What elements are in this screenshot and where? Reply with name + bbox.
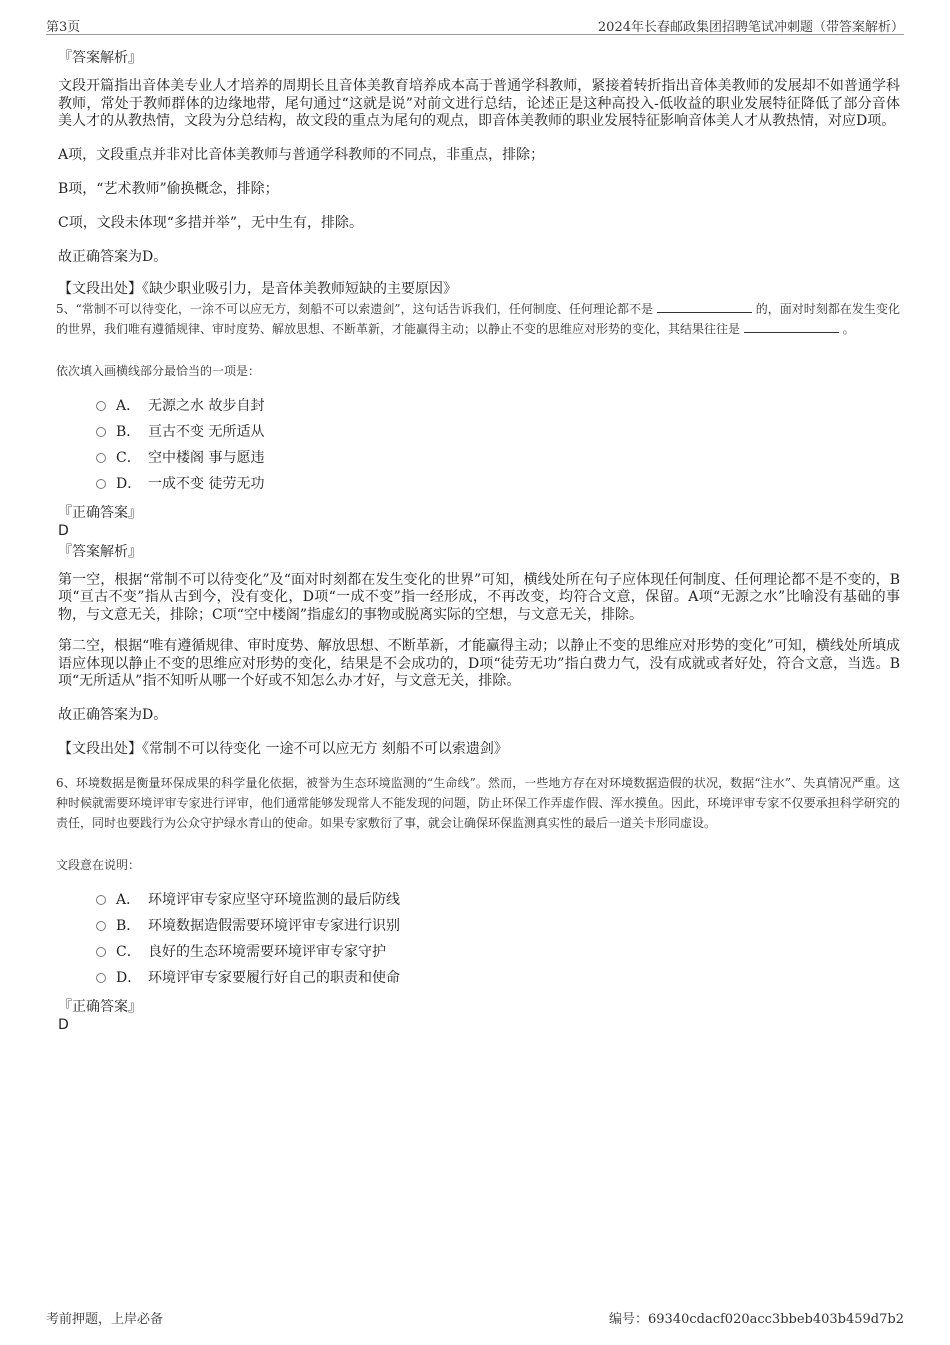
option-text: 良好的生态环境需要环境评审专家守护	[148, 943, 386, 960]
option-a[interactable]	[96, 393, 900, 419]
radio-icon[interactable]	[96, 427, 106, 437]
radio-icon[interactable]	[96, 895, 106, 905]
page-number: 第3页	[46, 20, 81, 35]
option-text: 一成不变 徒劳无功	[148, 475, 265, 492]
analysis-option-a: A项，文段重点并非对比音体美教师与普通学科教师的不同点，非重点，排除；	[58, 146, 545, 163]
option-letter: A．	[116, 891, 141, 908]
option-text: 环境评审专家应坚守环境监测的最后防线	[148, 891, 400, 908]
radio-icon[interactable]	[96, 401, 106, 411]
document-code: 编号：69340cdacf020acc3bbeb403b459d7b2	[609, 1312, 904, 1327]
option-letter: D．	[116, 969, 142, 986]
question-6-text: 6、环境数据是衡量环保成果的科学量化依据，被誉为生态环境监测的“生命线”。然而，一些地方存在对环境数据造假的状况，数据“注水”、失真情况严重。这种时候就需要环境评审专家进行评审，他们通常能够发现常人不能发现的问题，防止环保工作弄虚作假、浑水摸鱼。因此，环境评审专家不仅要承担科学研究的责任，同时也要践行为公众守护绿水青山的使命。如果专家敷衍了事，就会让确保环保监测真实性的最后一道关卡形同虚设。	[56, 775, 900, 830]
page-content	[56, 42, 900, 1034]
text-source: 【文段出处】《常制不可以待变化 一途不可以应无方 刻船不可以索遗剑》	[58, 740, 508, 757]
option-text: 亘古不变 无所适从	[148, 423, 265, 440]
question-6-prompt: 文段意在说明：	[56, 857, 141, 872]
analysis-paragraph-1: 第一空，根据“常制不可以待变化”及“面对时刻都在发生变化的世界”可知，横线处所在句子应体现任何制度、任何理论都不是不变的，B项“亘古不变”指从古到今，没有变化，D项“一成不变”指一经形成，不再改变，均符合文意，保留。A项“无源之水”比喻没有基础的事物，与文意无关，排除；C项“空中楼阁”指虚幻的事物或脱离实际的空想，与文意无关，排除。	[58, 571, 900, 623]
option-b[interactable]	[96, 419, 900, 445]
option-letter: B．	[116, 917, 141, 934]
correct-answer-value: D	[58, 522, 69, 539]
document-title: 2024年长春邮政集团招聘笔试冲刺题（带答案解析）	[597, 20, 904, 35]
page-header	[46, 14, 904, 35]
correct-answer-label: 『正确答案』	[58, 504, 142, 521]
option-text: 环境评审专家要履行好自己的职责和使命	[148, 969, 400, 986]
footer-slogan: 考前押题，上岸必备	[46, 1312, 164, 1327]
option-letter: C．	[116, 943, 141, 960]
analysis-label: 『答案解析』	[58, 50, 142, 66]
question-5-text	[56, 299, 900, 339]
question-5-text-part2: 的，面对时刻都在发生变化的世界，我们唯有遵循规律、审时度势、解放思想、不断革新，才能赢得主动；以静止不变的思维应对形势的变化，其结果往往是	[56, 301, 900, 336]
analysis-option-b: B项，“艺术教师”偷换概念，排除；	[58, 180, 279, 197]
option-letter: B．	[116, 423, 141, 440]
analysis-label: 『答案解析』	[58, 543, 142, 560]
option-d[interactable]	[96, 471, 900, 497]
analysis-option-c: C项，文段未体现“多措并举”，无中生有，排除。	[58, 214, 364, 231]
analysis-paragraph: 文段开篇指出音体美专业人才培养的周期长且音体美教育培养成本高于普通学科教师，紧接着转折指出音体美教师的发展却不如普通学科教师，常处于教师群体的边缘地带，尾句通过“这就是说”对前文进行总结，论述正是这种高投入-低收益的职业发展特征降低了部分音体美人才的从教热情，文段为分总结构，故文段的重点为尾句的观点，即音体美教师的职业发展特征影响音体美人才从教热情，对应D项。	[58, 78, 900, 129]
radio-icon[interactable]	[96, 973, 106, 983]
question-5-prompt: 依次填入画横线部分最恰当的一项是：	[56, 363, 261, 378]
option-letter: C．	[116, 449, 141, 466]
option-text: 空中楼阁 事与愿违	[148, 449, 265, 466]
option-a[interactable]	[96, 887, 900, 913]
question-5-options	[96, 393, 900, 497]
question-6-options	[96, 887, 900, 991]
radio-icon[interactable]	[96, 921, 106, 931]
radio-icon[interactable]	[96, 453, 106, 463]
analysis-conclusion: 故正确答案为D。	[58, 706, 168, 723]
option-text: 环境数据造假需要环境评审专家进行识别	[148, 917, 400, 934]
text-source: 【文段出处】《缺少职业吸引力，是音体美教师短缺的主要原因》	[58, 280, 457, 297]
analysis-paragraph-2: 第二空，根据“唯有遵循规律、审时度势、解放思想、不断革新，才能赢得主动；以静止不变的思维应对形势的变化”可知，横线处所填成语应体现以静止不变的思维应对形势的变化，结果是不会成功的，D项“徒劳无功”指白费力气，没有成就或者好处，符合文意，当选。B项“无所适从”指不知听从哪一个好或不知怎么办才好，与文意无关，排除。	[58, 638, 900, 689]
option-b[interactable]	[96, 913, 900, 939]
analysis-conclusion: 故正确答案为D。	[58, 248, 168, 265]
option-d[interactable]	[96, 965, 900, 991]
option-c[interactable]	[96, 445, 900, 471]
radio-icon[interactable]	[96, 479, 106, 489]
option-text: 无源之水 故步自封	[148, 397, 265, 414]
page-footer	[46, 1308, 904, 1328]
fill-blank-2	[744, 320, 839, 333]
fill-blank-1	[657, 300, 752, 313]
correct-answer-label: 『正确答案』	[58, 998, 142, 1015]
correct-answer-value: D	[58, 1016, 69, 1033]
radio-icon[interactable]	[96, 947, 106, 957]
option-letter: D．	[116, 475, 142, 492]
question-5-text-part3: 。	[842, 321, 855, 336]
option-c[interactable]	[96, 939, 900, 965]
option-letter: A．	[116, 397, 141, 414]
question-5-text-part1: 5、“常制不可以待变化，一涂不可以应无方，刻船不可以索遗剑”，这句话告诉我们，任何制度、任何理论都不是	[56, 301, 654, 316]
